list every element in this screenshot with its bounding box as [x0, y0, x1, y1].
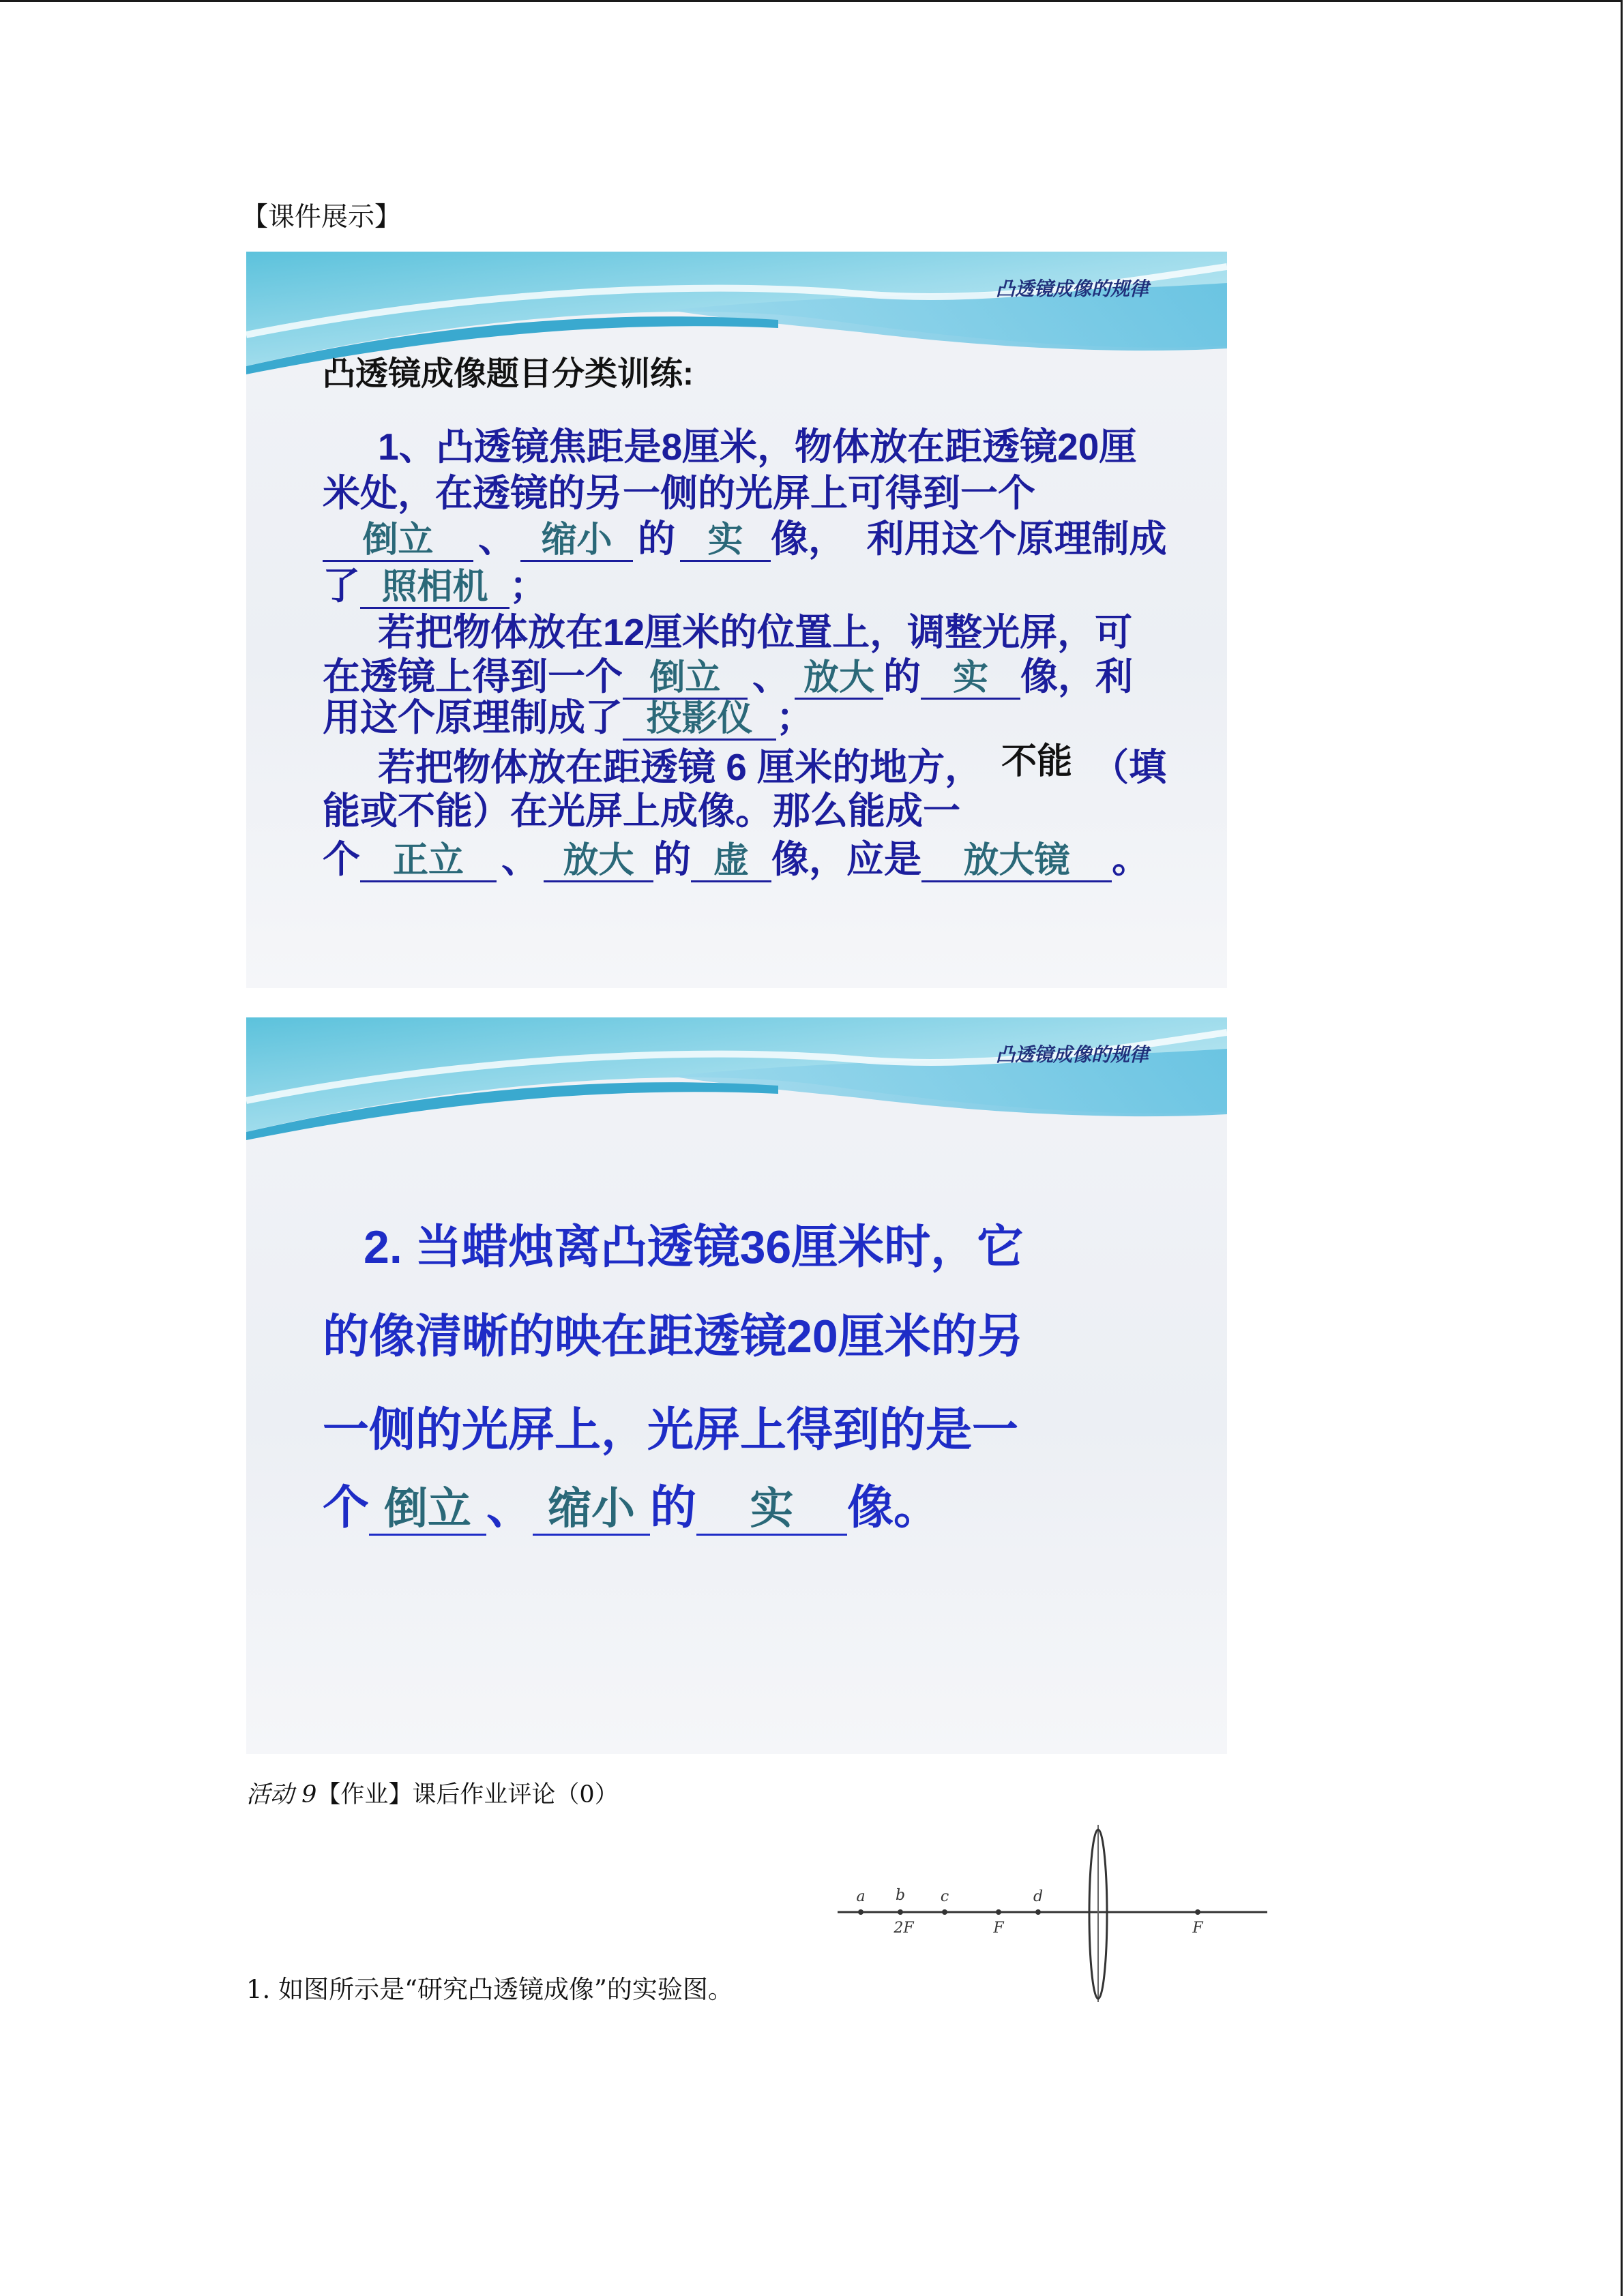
- line-text: 米处，在透镜的另一侧的光屏上可得到一个: [323, 472, 1036, 514]
- answer-blank: 实: [921, 658, 1020, 700]
- slide-text-line: [378, 741, 1167, 790]
- line-text: 了: [323, 565, 361, 607]
- point-a: [858, 1909, 863, 1915]
- label-f-left: F: [993, 1920, 1004, 1937]
- slide-text-line: [323, 654, 1133, 700]
- point-f-right: [1195, 1909, 1200, 1915]
- label-b: b: [895, 1887, 906, 1904]
- activity-label: 【作业】课后作业评论（0）: [316, 1781, 619, 1808]
- answer-blank: 缩小: [520, 520, 633, 562]
- line-text: ；: [776, 696, 814, 739]
- line-text: 个: [323, 838, 361, 880]
- slide-1: [246, 252, 1227, 988]
- line-text: 若把物体放在距透镜 6 厘米的地方，: [378, 746, 983, 788]
- slide-text-line: [378, 610, 1132, 655]
- line-text: 在透镜上得到一个: [323, 655, 623, 698]
- label-2f: 2F: [894, 1920, 914, 1937]
- slide-text-line: [323, 1403, 1018, 1457]
- line-text: 像，利: [1020, 655, 1134, 698]
- answer-blank: 倒立: [323, 520, 473, 562]
- point-f-left: [996, 1909, 1001, 1915]
- slide-text-line: [323, 788, 960, 833]
- label-f-right: F: [1192, 1920, 1203, 1937]
- activity-heading: [246, 1780, 619, 1809]
- point-b: [898, 1909, 903, 1915]
- line-text: 、: [486, 1482, 533, 1534]
- answer-blank: 缩小: [533, 1485, 650, 1536]
- line-text: 能或不能）在光屏上成像。那么能成一: [323, 790, 961, 832]
- line-text: 像， 利用这个原理制成: [771, 518, 1167, 560]
- slide-text-line: [323, 837, 1149, 882]
- slide-text-line: [323, 1480, 940, 1536]
- line-text: 用这个原理制成了: [323, 696, 623, 739]
- line-text: 若把物体放在12厘米的位置上，调整光屏，可: [378, 611, 1133, 653]
- answer-blank: 照相机: [360, 567, 510, 609]
- slide-text-line: [323, 516, 1167, 562]
- line-text: 的: [883, 655, 921, 698]
- answer-blank: 放大: [544, 841, 653, 882]
- line-text: 像，应是: [771, 838, 922, 880]
- section-heading: 【课件展示】: [241, 202, 402, 233]
- slide-text-line: [323, 563, 547, 609]
- slide-text-line: [323, 471, 1035, 516]
- answer-blank: 实: [696, 1485, 847, 1536]
- line-text: 2. 当蜡烛离凸透镜36厘米时，它: [364, 1221, 1024, 1273]
- slide-text-line: [378, 424, 1136, 469]
- line-text: 1、凸透镜焦距是8厘米，物体放在距透镜20厘: [378, 426, 1137, 468]
- slide-text-line: [323, 1309, 1024, 1364]
- line-text: 个: [323, 1482, 370, 1534]
- line-text: 的: [650, 1482, 697, 1534]
- line-text: 一侧的光屏上，光屏上得到的是一: [323, 1404, 1019, 1456]
- slide-heading: 凸透镜成像题目分类训练:: [323, 356, 694, 392]
- slide-2: [246, 1017, 1227, 1754]
- slide-text-line: [364, 1220, 1023, 1274]
- answer-blank: 正立: [360, 841, 497, 882]
- slide-text-line: [323, 695, 814, 741]
- answer-blank: 实: [680, 520, 771, 562]
- line-text: （填: [1091, 746, 1167, 788]
- line-text: 的像清晰的映在距透镜20厘米的另: [323, 1311, 1024, 1362]
- line-text: 、: [478, 518, 516, 560]
- label-c: c: [940, 1888, 949, 1905]
- line-text: 的: [653, 838, 692, 880]
- answer-blank: 放大镜: [921, 841, 1112, 882]
- line-text: ；: [510, 565, 548, 607]
- answer-blank: 放大: [795, 658, 883, 700]
- answer-blank: 倒立: [623, 658, 748, 700]
- label-a: a: [856, 1888, 866, 1905]
- answer-blank: 不能: [1001, 741, 1073, 782]
- slide-header-title: 凸透镜成像的规律: [996, 1043, 1149, 1066]
- line-text: 像。: [847, 1482, 941, 1534]
- label-d: d: [1033, 1888, 1044, 1905]
- answer-blank: 投影仪: [623, 699, 776, 741]
- question-text: 1. 如图所示是“研究凸透镜成像”的实验图。: [246, 1975, 733, 2004]
- answer-blank: 虚: [691, 841, 771, 882]
- slide-header-decoration: [246, 1017, 1227, 1140]
- line-text: 、: [501, 838, 540, 880]
- line-text: 的: [638, 518, 676, 560]
- slide-header-title: 凸透镜成像的规律: [996, 278, 1149, 300]
- activity-prefix: 活动 9: [246, 1781, 317, 1808]
- point-d: [1035, 1909, 1041, 1915]
- answer-blank: 倒立: [369, 1485, 486, 1536]
- line-text: 。: [1112, 838, 1150, 880]
- convex-lens-diagram: [838, 1821, 1267, 2005]
- point-c: [942, 1909, 947, 1915]
- line-text: 、: [752, 655, 791, 698]
